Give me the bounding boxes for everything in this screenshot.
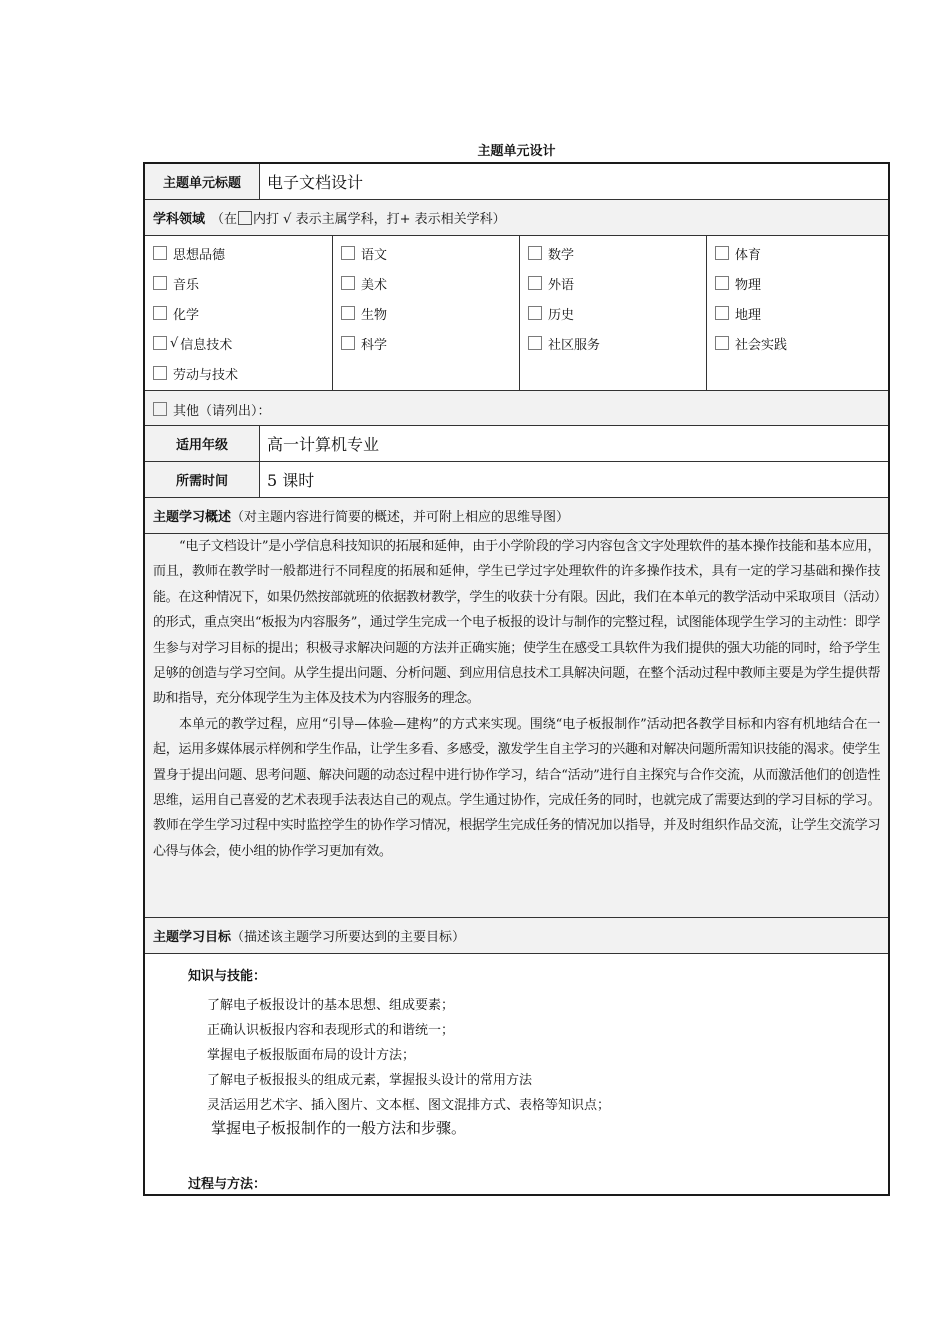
subject-label: 信息技术 <box>180 337 233 353</box>
subject-label: 外语 <box>548 277 575 293</box>
knowledge-item: 正确认识板报内容和表现形式的和谐统一； <box>207 1023 455 1038</box>
subject-column-1 <box>145 236 332 390</box>
subject-label: 音乐 <box>173 277 200 293</box>
unit-title-label: 主题单元标题 <box>145 164 260 199</box>
subject-label: 地理 <box>735 307 762 323</box>
subject-option[interactable] <box>153 303 199 323</box>
subject-label: 社会实践 <box>735 337 788 353</box>
subject-option[interactable] <box>153 243 225 263</box>
overview-paragraph-2: 本单元的教学过程，应用“引导—体验—建构”的方式来实现。围绕“电子板报制作”活动把各教学目标和内容有机地结合在一起，运用多媒体展示样例和学生作品，让学生多看、多感受，激发学生自主学习的兴趣和对解决问题所需知识技能的渴求。使学生置身于提出问题、思考问题、解决问题的动态过程中进行协作学习，结合“活动”进行自主探究与合作交流，从而激活他们的创造性思维，运用自己喜爱的艺术表现手法表达自己的观点。学生通过协作，完成任务的同时，也就完成了需要达到的学习目标的学习。教师在学生学习过程中实时监控学生的协作学习情况，根据学生完成任务的情况加以指导，并及时组织作品交流，让学生交流学习心得与体会，使小组的协作学习更加有效。 <box>153 716 880 859</box>
time-label: 所需时间 <box>145 462 260 497</box>
subject-checkbox[interactable] <box>341 276 355 290</box>
subject-option[interactable] <box>715 273 761 293</box>
subject-checkbox[interactable] <box>153 336 167 350</box>
subject-label: 思想品德 <box>173 247 226 263</box>
other-subject-row <box>145 390 888 426</box>
subject-checkbox[interactable] <box>528 306 542 320</box>
other-subject-label: 其他（请列出）： <box>173 403 271 419</box>
subject-checkbox[interactable] <box>153 276 167 290</box>
knowledge-item: 了解电子板报设计的基本思想、组成要素； <box>207 998 455 1013</box>
subject-label: 劳动与技术 <box>173 367 239 383</box>
subject-area-header <box>145 200 888 236</box>
subject-label: 科学 <box>361 337 388 353</box>
unit-title-row <box>145 164 888 200</box>
unit-design-table <box>143 162 890 1196</box>
subject-checkbox[interactable] <box>528 276 542 290</box>
subject-option[interactable] <box>715 303 761 323</box>
subject-checkbox[interactable] <box>341 306 355 320</box>
subject-checkbox[interactable] <box>153 246 167 260</box>
knowledge-item: 掌握电子板报版面布局的设计方法； <box>207 1048 416 1063</box>
page-title: 主题单元设计 <box>477 144 556 159</box>
subject-checkbox[interactable] <box>153 366 167 380</box>
grade-value: 高一计算机专业 <box>267 435 380 454</box>
subject-option[interactable] <box>715 333 787 353</box>
time-row <box>145 462 888 498</box>
subject-checkbox[interactable] <box>715 246 729 260</box>
check-mark-icon: √ <box>170 335 179 351</box>
checkbox-legend-icon <box>238 211 252 225</box>
subject-column-2 <box>332 236 519 390</box>
subject-option[interactable] <box>341 273 387 293</box>
subject-area-note-before: （在 <box>211 212 238 227</box>
subject-label: 历史 <box>548 307 575 323</box>
overview-label: 主题学习概述 <box>153 510 232 525</box>
subject-column-3 <box>519 236 706 390</box>
subject-label: 体育 <box>735 247 762 263</box>
subject-option[interactable] <box>715 243 761 263</box>
subject-label: 美术 <box>361 277 388 293</box>
overview-text <box>145 534 888 864</box>
other-subject[interactable] <box>153 399 271 419</box>
overview-note: （对主题内容进行简要的概述，并可附上相应的思维导图） <box>231 510 570 525</box>
subject-label: 语文 <box>361 247 388 263</box>
subject-area-note-after: 内打 √ 表示主属学科，打+ 表示相关学科） <box>253 212 506 227</box>
knowledge-item: 灵活运用艺术字、插入图片、文本框、图文混排方式、表格等知识点； <box>207 1098 611 1113</box>
knowledge-item: 掌握电子板报制作的一般方法和步骤。 <box>211 1119 467 1137</box>
grade-row <box>145 426 888 462</box>
subject-label: 生物 <box>361 307 388 323</box>
subject-checkbox[interactable] <box>341 246 355 260</box>
subject-option[interactable] <box>528 303 574 323</box>
subject-label: 社区服务 <box>548 337 601 353</box>
subject-label: 化学 <box>173 307 200 323</box>
subject-option[interactable] <box>153 363 238 383</box>
knowledge-item: 了解电子板报报头的组成元素，掌握报头设计的常用方法 <box>207 1073 533 1088</box>
goals-note: （描述该主题学习所要达到的主要目标） <box>231 930 466 945</box>
subject-option[interactable] <box>341 303 387 323</box>
time-value: 5 课时 <box>267 471 315 490</box>
subject-checkbox[interactable] <box>715 306 729 320</box>
subject-checkbox[interactable] <box>341 336 355 350</box>
goals-header <box>145 918 888 954</box>
overview-header <box>145 498 888 534</box>
subject-option[interactable] <box>528 333 600 353</box>
subject-option[interactable] <box>153 333 232 353</box>
subject-area-label: 学科领域 <box>153 212 206 227</box>
process-heading: 过程与方法： <box>188 1177 267 1192</box>
subject-option[interactable] <box>528 273 574 293</box>
subject-label: 物理 <box>735 277 762 293</box>
goals-label: 主题学习目标 <box>153 930 232 945</box>
grade-label: 适用年级 <box>145 426 260 461</box>
subject-checkbox[interactable] <box>528 336 542 350</box>
subject-option[interactable] <box>528 243 574 263</box>
subject-checkbox[interactable] <box>715 336 729 350</box>
subject-checkbox[interactable] <box>528 246 542 260</box>
subject-checkbox[interactable] <box>153 306 167 320</box>
subject-option[interactable] <box>153 273 199 293</box>
knowledge-heading: 知识与技能： <box>188 969 267 984</box>
overview-paragraph-1: “电子文档设计”是小学信息科技知识的拓展和延伸，由于小学阶段的学习内容包含文字处理软件的基本操作技能和基本应用，而且，教师在教学时一般都进行不同程度的拓展和延伸，学生已学过字处理软件的许多操作技术，具有一定的学习基础和操作技能。在这种情况下，如果仍然按部就班的依据教材教学，学生的收获十分有限。因此，我们在本单元的教学活动中采取项目（活动）的形式，重点突出“板报为内容服务”，通过学生完成一个电子板报的设计与制作的完整过程，试图能体现学生学习的主动性：即学生参与对学习目标的提出；积极寻求解决问题的方法并正确实施；使学生在感受工具软件为我们提供的强大功能的同时，给予学生足够的创造与学习空间。从学生提出问题、分析问题、到应用信息技术工具解决问题，在整个活动过程中教师主要是为学生提供帮助和指导，充分体现学生为主体及技术为内容服务的理念。 <box>153 539 880 707</box>
subject-label: 数学 <box>548 247 575 263</box>
subject-grid <box>145 236 888 390</box>
subject-column-4 <box>706 236 888 390</box>
subject-checkbox[interactable] <box>715 276 729 290</box>
subject-option[interactable] <box>341 243 387 263</box>
unit-title-value: 电子文档设计 <box>267 173 364 192</box>
subject-option[interactable] <box>341 333 387 353</box>
other-checkbox[interactable] <box>153 402 167 416</box>
